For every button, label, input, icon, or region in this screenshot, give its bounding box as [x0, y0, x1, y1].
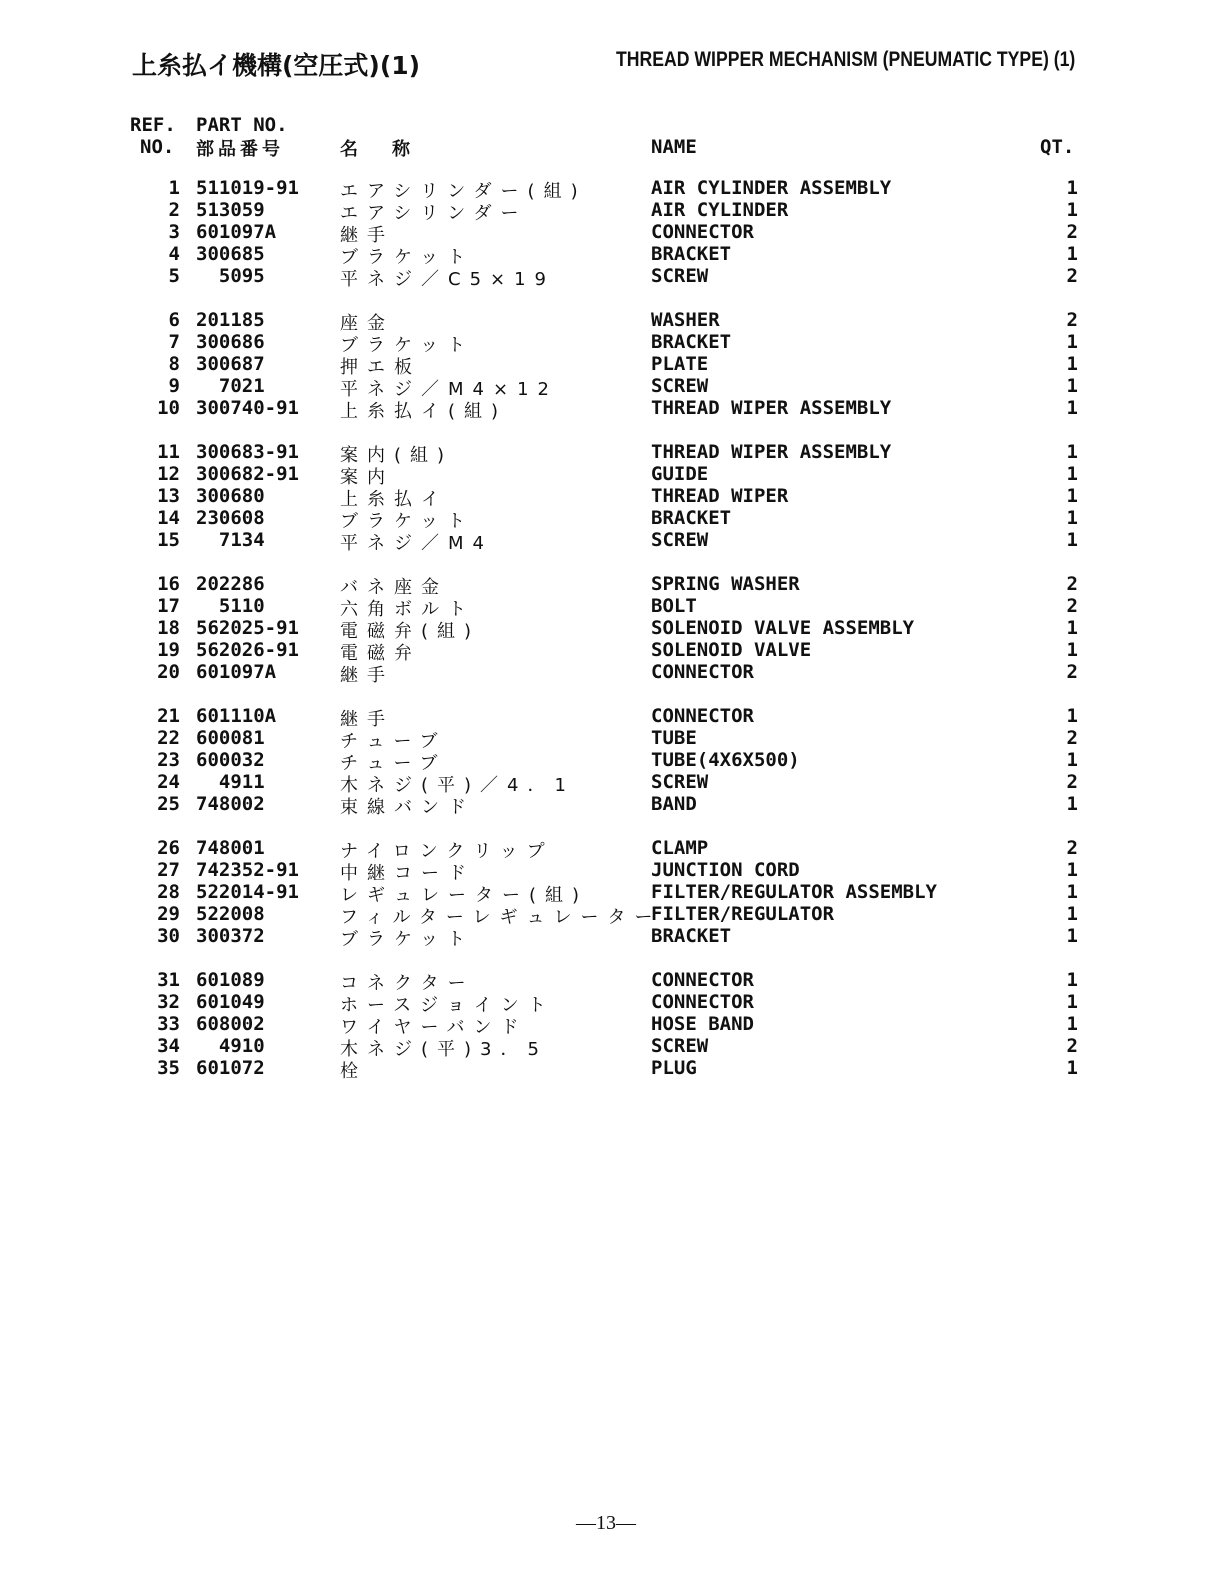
name-jp-cell: チューブ [340, 731, 447, 752]
quantity-cell: 1 [1066, 903, 1078, 925]
ref-cell: 17 [157, 595, 180, 617]
part-number-cell: 601072 [196, 1057, 265, 1079]
name-en-cell: BOLT [651, 595, 697, 617]
part-number-cell: 300687 [196, 353, 265, 375]
name-jp-cell: レギュレーター(組) [340, 885, 589, 906]
name-en-cell: CONNECTOR [651, 661, 754, 683]
quantity-cell: 1 [1066, 881, 1078, 903]
name-jp-cell: ブラケット [340, 247, 475, 268]
name-en-cell: CLAMP [651, 837, 709, 859]
quantity-cell: 2 [1066, 265, 1078, 287]
quantity-cell: 1 [1066, 441, 1078, 463]
name-jp-cell: 栓 [340, 1061, 367, 1082]
quantity-cell: 1 [1066, 243, 1078, 265]
quantity-cell: 1 [1066, 485, 1078, 507]
ref-cell: 33 [157, 1013, 180, 1035]
part-number-cell: 601089 [196, 969, 265, 991]
quantity-cell: 2 [1066, 309, 1078, 331]
name-jp-cell: フィルターレギュレーター [340, 907, 662, 928]
quantity-cell: 2 [1066, 771, 1078, 793]
ref-cell: 31 [157, 969, 180, 991]
part-number-cell: 300686 [196, 331, 265, 353]
name-en-cell: SCREW [651, 1035, 709, 1057]
name-en-cell: BRACKET [651, 507, 732, 529]
quantity-cell: 1 [1066, 177, 1078, 199]
name-en-cell: BRACKET [651, 243, 732, 265]
part-number-cell: 201185 [196, 309, 265, 331]
name-jp-cell: 束線バンド [340, 797, 475, 818]
part-number-cell: 202286 [196, 573, 265, 595]
part-number-cell: 5110 [196, 595, 265, 617]
part-number-cell: 300680 [196, 485, 265, 507]
name-en-cell: FILTER/REGULATOR ASSEMBLY [651, 881, 937, 903]
quantity-cell: 1 [1066, 353, 1078, 375]
part-number-cell: 742352-91 [196, 859, 299, 881]
name-en-cell: GUIDE [651, 463, 709, 485]
part-number-cell: 522008 [196, 903, 265, 925]
ref-cell: 20 [157, 661, 180, 683]
ref-cell: 22 [157, 727, 180, 749]
ref-cell: 2 [168, 199, 180, 221]
quantity-cell: 1 [1066, 1057, 1078, 1079]
ref-cell: 28 [157, 881, 180, 903]
name-jp-cell: 電磁弁(組) [340, 621, 481, 642]
part-number-cell: 4910 [196, 1035, 265, 1057]
part-number-cell: 600032 [196, 749, 265, 771]
quantity-cell: 2 [1066, 221, 1078, 243]
ref-cell: 25 [157, 793, 180, 815]
quantity-cell: 1 [1066, 617, 1078, 639]
part-number-cell: 300685 [196, 243, 265, 265]
ref-cell: 1 [168, 177, 180, 199]
name-en-cell: HOSE BAND [651, 1013, 754, 1035]
quantity-cell: 2 [1066, 573, 1078, 595]
name-en-cell: CONNECTOR [651, 705, 754, 727]
quantity-cell: 1 [1066, 793, 1078, 815]
name-jp-cell: 平ネジ／C5×19 [340, 269, 556, 290]
part-number-cell: 4911 [196, 771, 265, 793]
ref-cell: 4 [168, 243, 180, 265]
part-number-cell: 748001 [196, 837, 265, 859]
name-jp-cell: チューブ [340, 753, 447, 774]
ref-cell: 19 [157, 639, 180, 661]
part-number-cell: 230608 [196, 507, 265, 529]
name-en-cell: SCREW [651, 771, 709, 793]
name-jp-cell: バネ座金 [340, 577, 448, 598]
part-number-cell: 601049 [196, 991, 265, 1013]
part-number-cell: 601097A [196, 221, 277, 243]
ref-cell: 6 [168, 309, 180, 331]
quantity-cell: 2 [1066, 661, 1078, 683]
name-en-cell: SPRING WASHER [651, 573, 800, 595]
name-en-cell: AIR CYLINDER [651, 199, 789, 221]
name-en-cell: TUBE [651, 727, 697, 749]
quantity-cell: 1 [1066, 749, 1078, 771]
part-number-cell: 601110A [196, 705, 277, 727]
ref-cell: 7 [168, 331, 180, 353]
part-number-cell: 300740-91 [196, 397, 299, 419]
name-jp-cell: ブラケット [340, 929, 475, 950]
name-jp-cell: 案内(組) [340, 445, 454, 466]
quantity-cell: 1 [1066, 705, 1078, 727]
ref-cell: 32 [157, 991, 180, 1013]
name-jp-cell: 六角ボルト [340, 599, 475, 620]
part-number-cell: 562025-91 [196, 617, 299, 639]
ref-cell: 21 [157, 705, 180, 727]
quantity-cell: 1 [1066, 859, 1078, 881]
part-number-cell: 300682-91 [196, 463, 299, 485]
quantity-cell: 1 [1066, 991, 1078, 1013]
part-number-cell: 608002 [196, 1013, 265, 1035]
name-jp-cell: 継手 [340, 709, 394, 730]
name-en-cell: PLUG [651, 1057, 697, 1079]
quantity-cell: 1 [1066, 639, 1078, 661]
name-jp-cell: 木ネジ(平)3．5 [340, 1039, 548, 1060]
name-jp-cell: エアシリンダー [340, 203, 528, 224]
name-jp-cell: 平ネジ／M4 [340, 533, 493, 554]
quantity-cell: 1 [1066, 375, 1078, 397]
name-en-cell: WASHER [651, 309, 720, 331]
name-jp-cell: 継手 [340, 225, 394, 246]
part-number-cell: 511019-91 [196, 177, 299, 199]
quantity-cell: 1 [1066, 925, 1078, 947]
name-jp-cell: 上糸払イ [340, 489, 448, 510]
ref-cell: 27 [157, 859, 180, 881]
name-jp-cell: ナイロンクリップ [340, 841, 554, 862]
name-en-cell: SOLENOID VALVE ASSEMBLY [651, 617, 915, 639]
quantity-cell: 1 [1066, 529, 1078, 551]
quantity-cell: 1 [1066, 969, 1078, 991]
part-number-cell: 5095 [196, 265, 265, 287]
part-number-cell: 300683-91 [196, 441, 299, 463]
ref-cell: 29 [157, 903, 180, 925]
name-en-cell: SOLENOID VALVE [651, 639, 812, 661]
name-en-cell: SCREW [651, 265, 709, 287]
ref-cell: 9 [168, 375, 180, 397]
page-number: —13— [576, 1512, 636, 1534]
name-jp-cell: 電磁弁 [340, 643, 421, 664]
header-part-no: PART NO. [196, 114, 288, 136]
name-en-cell: SCREW [651, 529, 709, 551]
name-en-cell: SCREW [651, 375, 709, 397]
ref-cell: 34 [157, 1035, 180, 1057]
quantity-cell: 1 [1066, 199, 1078, 221]
name-en-cell: BRACKET [651, 925, 732, 947]
name-jp-cell: ホースジョイント [340, 995, 555, 1016]
name-jp-cell: 押エ板 [340, 357, 421, 378]
ref-cell: 12 [157, 463, 180, 485]
ref-cell: 26 [157, 837, 180, 859]
quantity-cell: 1 [1066, 1013, 1078, 1035]
header-ref: REF. [130, 114, 176, 136]
ref-cell: 24 [157, 771, 180, 793]
part-number-cell: 601097A [196, 661, 277, 683]
part-number-cell: 513059 [196, 199, 265, 221]
name-jp-cell: 上糸払イ(組) [340, 401, 508, 422]
name-jp-cell: 中継コード [340, 863, 475, 884]
ref-cell: 18 [157, 617, 180, 639]
quantity-cell: 1 [1066, 507, 1078, 529]
name-en-cell: AIR CYLINDER ASSEMBLY [651, 177, 892, 199]
ref-cell: 8 [168, 353, 180, 375]
header-qty: QT. [1040, 136, 1075, 158]
ref-cell: 5 [168, 265, 180, 287]
quantity-cell: 2 [1066, 595, 1078, 617]
name-jp-cell: ブラケット [340, 335, 475, 356]
ref-cell: 11 [157, 441, 180, 463]
name-jp-cell: 平ネジ／M4×12 [340, 379, 558, 400]
header-name-jp: 名 称 [340, 139, 418, 160]
name-jp-cell: コネクター [340, 973, 475, 994]
name-jp-cell: 木ネジ(平)／4．1 [340, 775, 575, 796]
ref-cell: 23 [157, 749, 180, 771]
part-number-cell: 748002 [196, 793, 265, 815]
part-number-cell: 7134 [196, 529, 265, 551]
name-en-cell: THREAD WIPER ASSEMBLY [651, 441, 892, 463]
name-jp-cell: ブラケット [340, 511, 475, 532]
quantity-cell: 2 [1066, 727, 1078, 749]
quantity-cell: 1 [1066, 331, 1078, 353]
name-jp-cell: ワイヤーバンド [340, 1017, 528, 1038]
name-jp-cell: 案内 [340, 467, 394, 488]
name-en-cell: JUNCTION CORD [651, 859, 800, 881]
ref-cell: 10 [157, 397, 180, 419]
ref-cell: 15 [157, 529, 180, 551]
name-en-cell: TUBE(4X6X500) [651, 749, 800, 771]
ref-cell: 3 [168, 221, 180, 243]
header-name-en: NAME [651, 136, 697, 158]
name-en-cell: CONNECTOR [651, 991, 754, 1013]
name-en-cell: BRACKET [651, 331, 732, 353]
part-number-cell: 600081 [196, 727, 265, 749]
part-number-cell: 7021 [196, 375, 265, 397]
quantity-cell: 1 [1066, 397, 1078, 419]
ref-cell: 14 [157, 507, 180, 529]
ref-cell: 30 [157, 925, 180, 947]
name-en-cell: THREAD WIPER ASSEMBLY [651, 397, 892, 419]
name-en-cell: FILTER/REGULATOR [651, 903, 835, 925]
quantity-cell: 1 [1066, 463, 1078, 485]
page-title-jp: 上糸払イ機構(空圧式)(1) [132, 51, 421, 80]
name-jp-cell: 座金 [340, 313, 394, 334]
name-en-cell: BAND [651, 793, 697, 815]
name-en-cell: THREAD WIPER [651, 485, 789, 507]
name-jp-cell: エアシリンダー(組) [340, 181, 587, 202]
name-en-cell: PLATE [651, 353, 709, 375]
part-number-cell: 300372 [196, 925, 265, 947]
name-jp-cell: 継手 [340, 665, 394, 686]
quantity-cell: 2 [1066, 837, 1078, 859]
name-en-cell: CONNECTOR [651, 221, 754, 243]
name-en-cell: CONNECTOR [651, 969, 754, 991]
part-number-cell: 522014-91 [196, 881, 299, 903]
header-part-no-jp: 部品番号 [196, 139, 284, 160]
page-title-en: THREAD WIPPER MECHANISM (PNEUMATIC TYPE) (1) [616, 48, 1076, 71]
header-no: NO. [140, 136, 175, 158]
ref-cell: 35 [157, 1057, 180, 1079]
ref-cell: 16 [157, 573, 180, 595]
ref-cell: 13 [157, 485, 180, 507]
quantity-cell: 2 [1066, 1035, 1078, 1057]
part-number-cell: 562026-91 [196, 639, 299, 661]
